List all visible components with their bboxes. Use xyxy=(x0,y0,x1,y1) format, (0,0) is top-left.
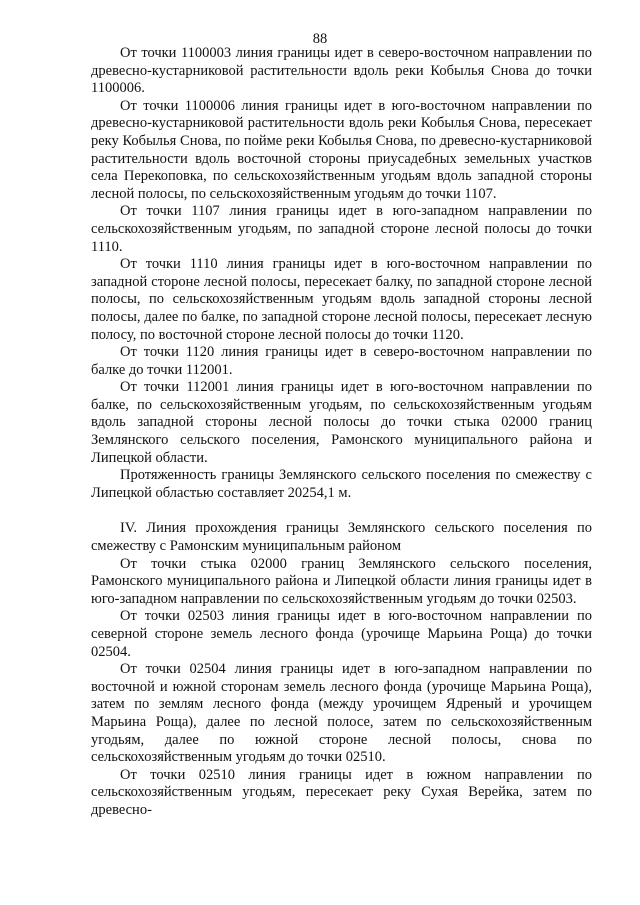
paragraph: От точки 1120 линия границы идет в северо-восточном направлении по балке до точки 112001. xyxy=(91,344,592,378)
paragraph: От точки 1107 линия границы идет в юго-западном направлении по сельскохозяйственным угодьям, по западной стороне лесной полосы до точки 1110. xyxy=(91,203,592,255)
paragraph: От точки 02504 линия границы идет в юго-западном направлении по восточной и южной сторонам земель лесного фонда (урочище Марьина Роща), затем по землям лесного фонда (между урочищем Ядреный и урочищем Марьина Роща), далее по лесной полосе, затем по сельскохозяйственным угодьям, далее по южной стороне лесной полосы, снова по сельскохозяйственным угодьям до точки 02510. xyxy=(91,661,592,766)
paragraph: От точки 1100006 линия границы идет в юго-восточном направлении по древесно-кустарниковой растительности вдоль реки Кобылья Снова, пересекает реку Кобылья Снова, по пойме реки Кобылья Снова, по древесно-кустарниковой растительности вдоль восточной стороны приусадебных земельных участков села Перекоповка, по сельскохозяйственным угодьям вдоль западной стороны лесной полосы, по сельскохозяйственным угодьям до точки 1107. xyxy=(91,97,592,202)
paragraph: От точки стыка 02000 границ Землянского сельского поселения, Рамонского муниципального района и Липецкой области линия границы идет в юго-западном направлении по сельскохозяйственным угодьям до точки 02503. xyxy=(91,555,592,607)
document-body xyxy=(91,45,592,820)
paragraph: От точки 02503 линия границы идет в юго-восточном направлении по северной стороне земель лесного фонда (урочище Марьина Роща) до точки 02504. xyxy=(91,608,592,660)
paragraph: От точки 1110 линия границы идет в юго-восточном направлении по западной стороне лесной полосы, пересекает балку, по западной стороне лесной полосы, по сельскохозяйственным угодьям вдоль западной стороны лесной полосы, далее по балке, по западной стороне лесной полосы, пересекает лесную полосу, по восточной стороне лесной полосы до точки 1120. xyxy=(91,256,592,343)
page-number: 88 xyxy=(312,31,328,47)
paragraph: От точки 112001 линия границы идет в юго-восточном направлении по балке, по сельскохозяйственным угодьям, по сельскохозяйственным угодьям вдоль западной стороны лесной полосы до точки стыка 02000 границ Землянского сельского поселения, Рамонского муниципального района и Липецкой области. xyxy=(91,379,592,466)
paragraph: От точки 1100003 линия границы идет в северо-восточном направлении по древесно-кустарниковой растительности вдоль реки Кобылья Снова до точки 1100006. xyxy=(91,45,592,97)
paragraph: Протяженность границы Землянского сельского поселения по смежеству с Липецкой областью составляет 20254,1 м. xyxy=(91,467,592,501)
paragraph: От точки 02510 линия границы идет в южном направлении по сельскохозяйственным угодьям, пересекает реку Сухая Верейка, затем по древесно- xyxy=(91,766,592,818)
section-heading: IV. Линия прохождения границы Землянского сельского поселения по смежеству с Рамонским муниципальным районом xyxy=(91,520,592,555)
